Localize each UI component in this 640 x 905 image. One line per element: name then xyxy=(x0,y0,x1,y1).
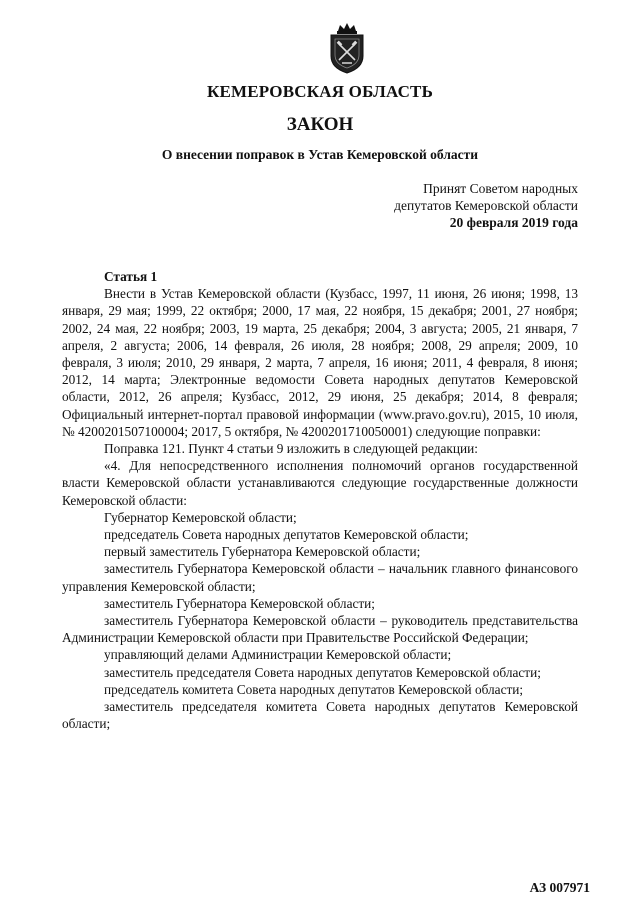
article-paragraph: заместитель Губернатора Кемеровской области; xyxy=(104,595,375,611)
article-paragraph: заместитель председателя Совета народных депутатов Кемеровской области; xyxy=(104,664,541,680)
document-type-title: ЗАКОН xyxy=(286,114,354,135)
article-paragraph: Внести в Устав Кемеровской области (Кузбасс, 1997, 11 июня, 26 июня; 1998, 13 января, 29 мая; 1999, 22 октября; 2000, 17 мая, 22 ноября, 15 декабря; 2001, 27 ноября; 2002, 24 мая, 22 ноября; 2003, 19 марта, 25 декабря; 2004, 3 августа; 2005, 21 января, 7 апреля, 2 августа; 2006, 14 февраля, 26 июля, 28 ноября; 2008, 29 апреля; 2009, 10 февраля, 3 июля; 2010, 29 января, 2 марта, 7 апреля, 16 июня; 2011, 4 февраля, 8 июня; 2012, 14 марта; Электронные ведомости Совета народных депутатов Кемеровской области, 2012, 26 апреля; Кузбасс, 2012, 29 июня, 25 декабря; 2014, 8 февраля; Официальный интернет-портал правовой информации (www.pravo.gov.ru), 2015, 10 июля, № 4200201507100004; 2017, 5 октября, № 4200201710050001) следующие поправки: xyxy=(62,286,578,439)
adoption-line-2: депутатов Кемеровской области xyxy=(394,198,578,213)
article-paragraph: первый заместитель Губернатора Кемеровской области; xyxy=(104,544,421,560)
adoption-line-1: Принят Советом народных xyxy=(423,181,578,196)
article-paragraph: заместитель председателя комитета Совета народных депутатов Кемеровской области; xyxy=(62,699,578,732)
law-subtitle: О внесении поправок в Устав Кемеровской области xyxy=(161,147,479,162)
article-paragraph: «4. Для непосредственного исполнения полномочий органов государственной власти Кемеровской области устанавливаются следующие государственные должности Кемеровской области: xyxy=(62,458,578,508)
adoption-block xyxy=(394,180,578,231)
article-paragraph: Поправка 121. Пункт 4 статьи 9 изложить в следующей редакции: xyxy=(104,441,478,457)
article-paragraph: заместитель Губернатора Кемеровской области – начальник главного финансового управления Кемеровской области; xyxy=(62,561,578,594)
article-paragraph: председатель комитета Совета народных депутатов Кемеровской области; xyxy=(104,681,524,697)
article-heading: Статья 1 xyxy=(104,269,158,284)
article-paragraph: председатель Совета народных депутатов Кемеровской области; xyxy=(104,527,469,543)
article-paragraph: управляющий делами Администрации Кемеровской области; xyxy=(104,647,452,663)
coat-of-arms-icon xyxy=(325,22,369,74)
article-paragraph: Губернатор Кемеровской области; xyxy=(104,509,297,525)
region-title: КЕМЕРОВСКАЯ ОБЛАСТЬ xyxy=(206,82,434,101)
article-body xyxy=(62,268,578,732)
article-paragraph: заместитель Губернатора Кемеровской области – руководитель представительства Администрации Кемеровской области при Правительстве Российской Федерации; xyxy=(62,613,578,646)
form-serial-code: АЗ 007971 xyxy=(529,880,590,895)
adoption-date: 20 февраля 2019 года xyxy=(449,215,578,230)
